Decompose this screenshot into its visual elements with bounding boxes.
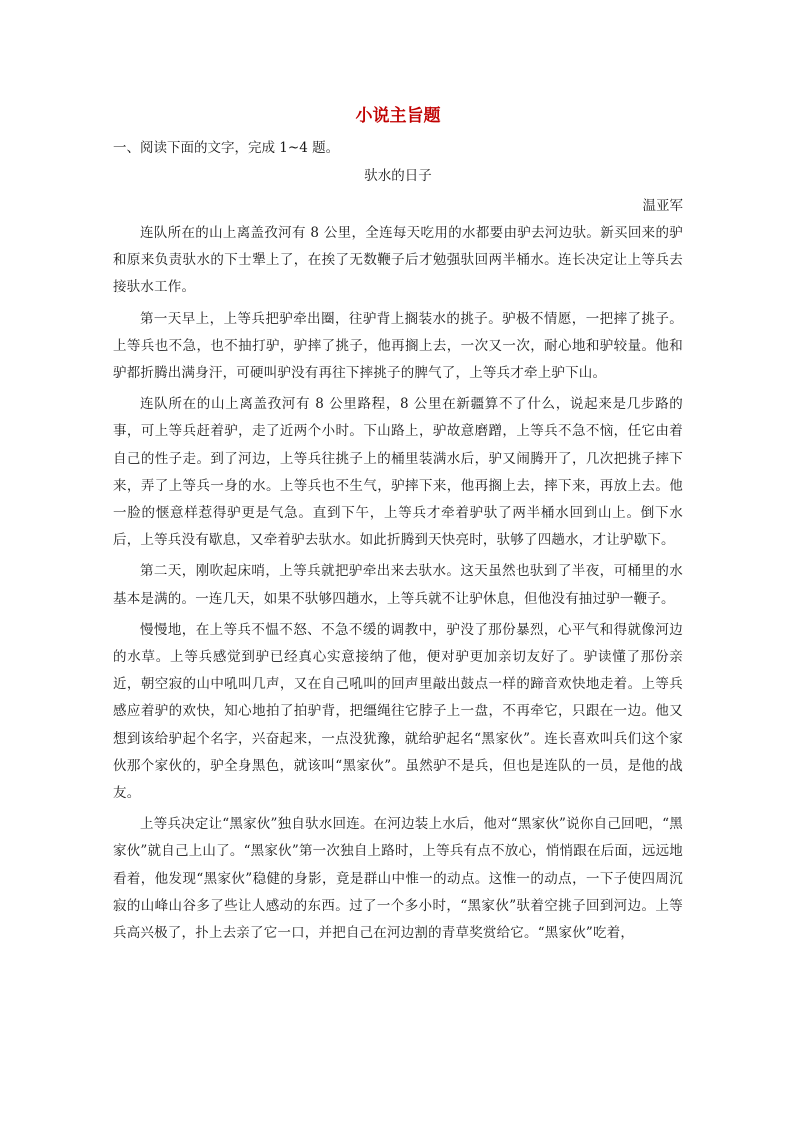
question-instruction: 一、阅读下面的文字，完成 1~4 题。	[113, 140, 340, 156]
story-paragraph: 第一天早上，上等兵把驴牵出圈，往驴背上搁装水的挑子。驴极不情愿，一把摔了挑子。上等兵也不急，也不抽打驴，驴摔了挑子，他再搁上去，一次又一次，耐心地和驴较量。他和驴都折腾出满身汗，可硬叫驴没有再往下摔挑子的脾气了，上等兵才牵上驴下山。	[113, 310, 683, 382]
story-title: 驮水的日子	[364, 168, 432, 184]
story-author: 温亚军	[642, 198, 683, 214]
story-paragraph: 慢慢地，在上等兵不愠不怒、不急不缓的调教中，驴没了那份暴烈，心平气和得就像河边的水草。上等兵感觉到驴已经真心实意接纳了他，便对驴更加亲切友好了。驴读懂了那份亲近，朝空寂的山中吼叫几声，又在自己吼叫的回声里敲出鼓点一样的蹄音欢快地走着。上等兵感应着驴的欢快，知心地拍了拍驴背，把缰绳往它脖子上一盘，不再牵它，只跟在一边。他又想到该给驴起个名字，兴奋起来，一点没犹豫，就给驴起名“黑家伙”。连长喜欢叫兵们这个家伙那个家伙的，驴全身黑色，就该叫“黑家伙”。虽然驴不是兵，但也是连队的一员，是他的战友。	[113, 621, 683, 802]
document-page	[113, 96, 683, 951]
story-paragraph: 第二天，刚吹起床哨，上等兵就把驴牵出来去驮水。这天虽然也驮到了半夜，可桶里的水基本是满的。一连几天，如果不驮够四趟水，上等兵就不让驴休息，但他没有抽过驴一鞭子。	[113, 563, 683, 607]
story-paragraph: 连队所在的山上离盖孜河有 8 公里路程，8 公里在新疆算不了什么，说起来是几步路的事，可上等兵赶着驴，走了近两个小时。下山路上，驴故意磨蹭，上等兵不急不恼，任它由着自己的性子走。到了河边，上等兵往挑子上的桶里装满水后，驴又闹腾开了，几次把挑子摔下来，弄了上等兵一身的水。上等兵也不生气，驴摔下来，他再搁上去，摔下来，再放上去。他一脸的惬意样惹得驴更是气急。直到下午，上等兵才牵着驴驮了两半桶水回到山上。倒下水后，上等兵没有歇息，又牵着驴去驮水。如此折腾到天快亮时，驮够了四趟水，才让驴歇下。	[113, 396, 683, 549]
document-title: 小说主旨题	[355, 106, 441, 126]
story-paragraph: 上等兵决定让“黑家伙”独自驮水回连。在河边装上水后，他对“黑家伙”说你自己回吧，“黑家伙”就自己上山了。“黑家伙”第一次独自上路时，上等兵有点不放心，悄悄跟在后面，远远地看着，他发现“黑家伙”稳健的身影，竟是群山中惟一的动点。这惟一的动点，一下子使四周沉寂的山峰山谷多了些让人感动的东西。过了一个多小时，“黑家伙”驮着空挑子回到河边。上等兵高兴极了，扑上去亲了它一口，并把自己在河边割的青草奖赏给它。“黑家伙”吃着，	[113, 816, 683, 942]
story-paragraph: 连队所在的山上离盖孜河有 8 公里，全连每天吃用的水都要由驴去河边驮。新买回来的驴和原来负责驮水的下士犟上了，在挨了无数鞭子后才勉强驮回两半桶水。连长决定让上等兵去接驮水工作。	[113, 225, 683, 296]
